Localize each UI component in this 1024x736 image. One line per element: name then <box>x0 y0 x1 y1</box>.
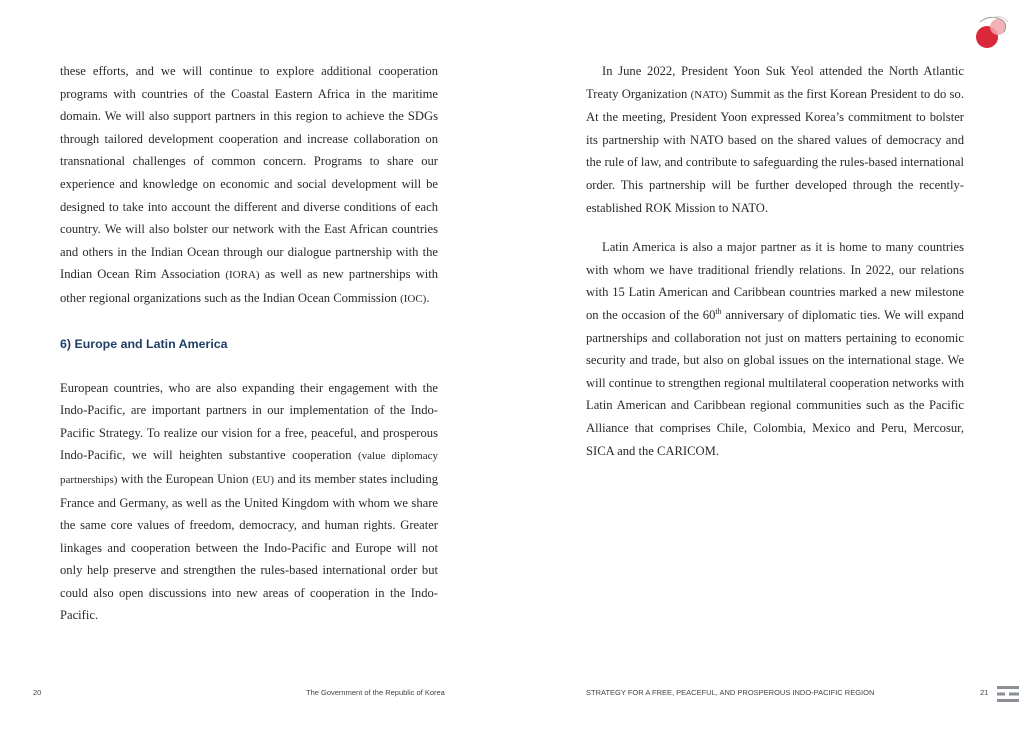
left-column <box>60 60 438 627</box>
footer-title-left: The Government of the Republic of Korea <box>306 688 445 697</box>
menu-icon[interactable] <box>997 686 1019 702</box>
right-paragraph-1: In June 2022, President Yoon Suk Yeol attended the North Atlantic Treaty Organization (NATO) Summit as the first Korean President to do so. At the meeting, President Yoon expressed Korea’s commitment to bolster its partnership with NATO based on the shared values of democracy and the rule of law, and contribute to safeguarding the rules-based international order. This partnership will be further developed through the recently-established ROK Mission to NATO. <box>586 64 964 215</box>
right-paragraph-2: Latin America is also a major partner as it is home to many countries with whom we have traditional friendly relations. In 2022, our relations with 15 Latin American and Caribbean countries marked a new milestone on the occasion of the 60th anniversary of diplomatic ties. We will expand partnerships and collaboration not just on matters pertaining to economic security and trade, but also on global issues on the international stage. We will continue to strengthen regional multilateral cooperation networks with Latin American and Caribbean regional communities such as the Pacific Alliance that comprises Chile, Colombia, Mexico and Peru, Mercosur, SICA and the CARICOM. <box>586 240 964 458</box>
indo-pacific-logo-icon <box>972 12 1012 52</box>
left-paragraph-1: these efforts, and we will continue to explore additional cooperation programs with countries of the Coastal Eastern Africa in the maritime domain. We will also support partners in this region to achieve the SDGs through tailored development cooperation and increase collaboration on transnational challenges of common concern. Programs to share our experience and knowledge on economic and social development will be designed to take into account the different and diverse conditions of each country. We will also bolster our network with the East African countries and others in the Indian Ocean through our dialogue partnership with the Indian Ocean Rim Association (IORA) as well as new partnerships with other regional organizations such as the Indian Ocean Commission (IOC). <box>60 64 438 305</box>
page-number-right: 21 <box>980 688 989 697</box>
right-column <box>586 60 964 462</box>
page-number-left: 20 <box>33 688 42 697</box>
section-heading: 6) Europe and Latin America <box>60 336 228 351</box>
left-paragraph-2: European countries, who are also expanding their engagement with the Indo-Pacific, are important partners in our implementation of the Indo-Pacific Strategy. To realize our vision for a free, peaceful, and prosperous Indo-Pacific, we will heighten substantive cooperation (value diplomacy partnerships) with the European Union (EU) and its member states including France and Germany, as well as the United Kingdom with whom we share the same core values of freedom, democracy, and human rights. Greater linkages and cooperation between the Indo-Pacific and Europe will not only help preserve and strengthen the rules-based international order but could also open discussions into new areas of cooperation in the Indo-Pacific. <box>60 380 438 623</box>
footer-title-right: STRATEGY FOR A FREE, PEACEFUL, AND PROSPEROUS INDO-PACIFIC REGION <box>586 688 875 697</box>
